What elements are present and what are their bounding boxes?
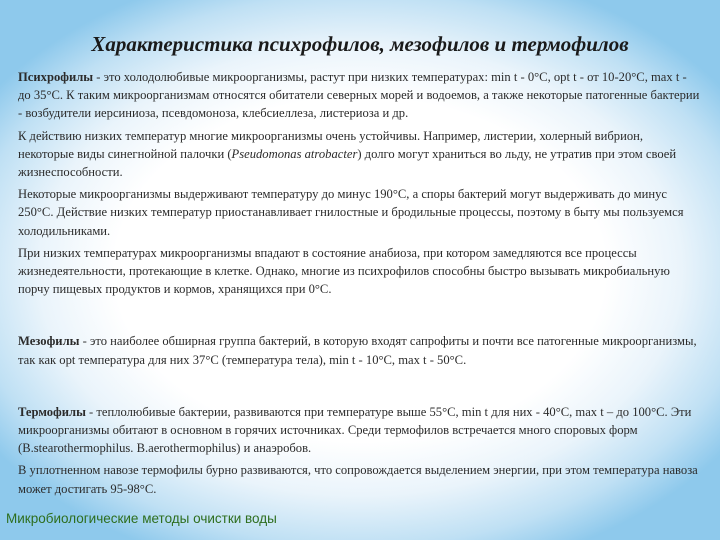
cold-resistance-text-b: ) долго могут храниться во льду, не утратив при этом своей жизнеспособности. [18, 146, 677, 180]
thermophiles-definition: - теплолюбивые бактерии, развиваются при температуре выше 55°С, min t для них - 40°С, max t – до 100°С. Эти микроорганизмы обитают в основном в горячих источниках. Среди термофилов встречается много споровых форм (B.stearothermophilus. B.aerothermophilus) и анаэробов. [18, 404, 692, 456]
thermophiles-term: Термофилы [18, 404, 86, 419]
cold-resistance-text-a: К действию низких температур многие микроорганизмы очень устойчивы. Например, листерии, холерный вибрион, некоторые виды синегнойной палочки ( [18, 128, 644, 161]
mesophiles-paragraph [18, 332, 702, 368]
low-temperature-paragraph: Некоторые микроорганизмы выдерживают температуру до минус 190°С, а споры бактерий могут выдерживать до минус 250°С. Действие низких температур приостанавливает гнилостные и бродильные процессы, поэтому в быту мы пользуемся холодильниками. [18, 187, 684, 238]
cold-resistance-paragraph [18, 127, 702, 182]
anabiosis-paragraph: При низких температурах микроорганизмы впадают в состояние анабиоза, при котором замедляются все процессы жизнедеятельности, протекающие в клетке. Однако, многие из психрофилов способны быстро вызывать микробиальную порчу пищевых продуктов и кормов, хранящихся при 0°С. [18, 245, 670, 297]
psychrophiles-paragraph [18, 68, 702, 123]
thermophiles-paragraph [18, 403, 702, 458]
manure-paragraph: В уплотненном навозе термофилы бурно развиваются, что сопровождается выделением энергии, при этом температура навоза может достигать 95-98°С. [18, 463, 698, 496]
section-gap [18, 373, 702, 403]
section-gap [18, 302, 702, 332]
slide-title: Характеристика психрофилов, мезофилов и термофилов [91, 32, 629, 56]
psychrophiles-definition: - это холодолюбивые микроорганизмы, растут при низких температурах: min t - 0°С, opt t - от 10-20°С, max t - до 35°С. К таким микроорганизмам относятся обитатели северных морей и водоемов, а также некоторые патогенные бактерии - возбудители иерсиниоза, псевдомоноза, клебсиеллеза, листериоза и др. [18, 70, 700, 121]
mesophiles-definition: - это наиболее обширная группа бактерий, в которую входят сапрофиты и почти все патогенные микроорганизмы, так как opt температура для них 37°С (температура тела), min t - 10°С, max t - 50°С. [18, 334, 697, 367]
psychrophiles-term: Психрофилы [18, 70, 94, 84]
content-body [18, 68, 702, 502]
species-name: Pseudomonas atrobacter [231, 146, 358, 161]
mesophiles-term: Мезофилы [18, 334, 80, 349]
footer-caption: Микробиологические методы очистки воды [6, 511, 277, 526]
